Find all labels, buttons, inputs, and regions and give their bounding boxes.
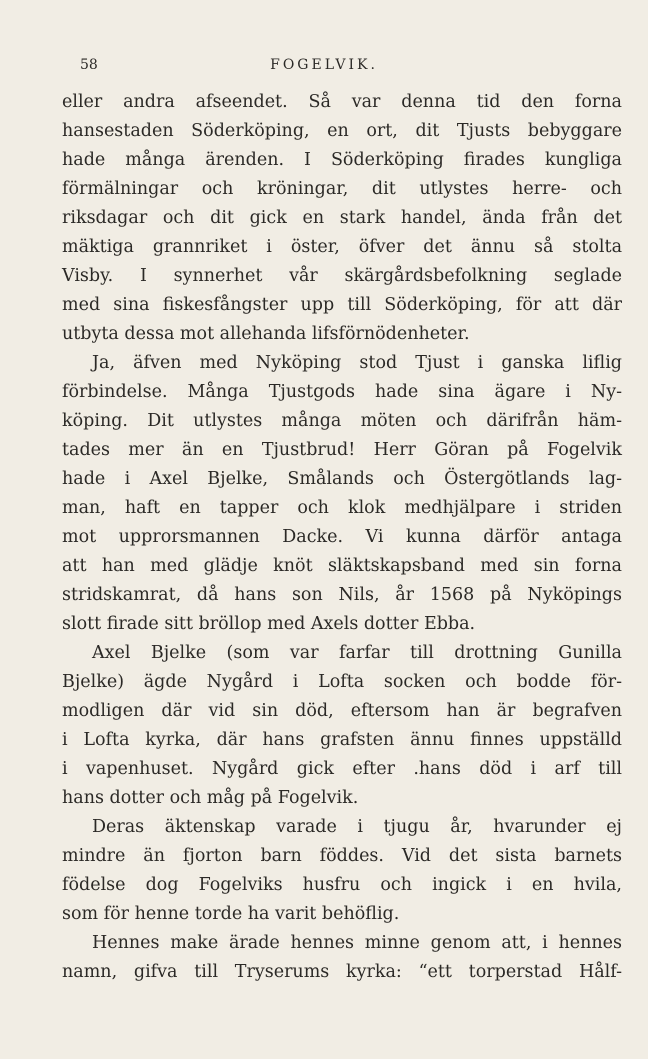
text-line: hade många ärenden. I Söderköping firades kungliga — [62, 150, 622, 170]
text-line: köping. Dit utlystes många möten och därifrån häm- — [62, 411, 622, 431]
text-line: hansestaden Söderköping, en ort, dit Tjusts bebyggare — [62, 121, 622, 141]
page-number: 58 — [80, 57, 98, 73]
text-line: hade i Axel Bjelke, Smålands och Östergötlands lag- — [62, 469, 622, 489]
text-line: tades mer än en Tjustbrud! Herr Göran på Fogelvik — [62, 440, 622, 460]
text-line: man, haft en tapper och klok medhjälpare i striden — [62, 498, 622, 518]
text-line: att han med glädje knöt släktskapsband med sin forna — [62, 556, 622, 576]
text-line: förbindelse. Många Tjustgods hade sina ägare i Ny- — [62, 382, 622, 402]
body-text — [62, 88, 622, 987]
text-line: födelse dog Fogelviks husfru och ingick i en hvila, — [62, 875, 622, 895]
text-line: utbyta dessa mot allehanda lifsförnödenheter. — [62, 324, 470, 344]
text-line: hans dotter och måg på Fogelvik. — [62, 788, 359, 808]
text-line: med sina fiskesfångster upp till Söderköping, för att där — [62, 295, 622, 315]
text-line: eller andra afseendet. Så var denna tid den forna — [62, 92, 622, 112]
text-line: mäktiga grannriket i öster, öfver det ännu så stolta — [62, 237, 622, 257]
running-title: FOGELVIK. — [270, 57, 378, 73]
text-line: i vapenhuset. Nygård gick efter .hans död i arf till — [62, 759, 622, 779]
text-line: stridskamrat, då hans son Nils, år 1568 på Nyköpings — [62, 585, 622, 605]
text-line: i Lofta kyrka, där hans grafsten ännu finnes uppställd — [62, 730, 622, 750]
text-line: förmälningar och kröningar, dit utlystes herre- och — [62, 179, 622, 199]
text-line: Hennes make ärade hennes minne genom att, i hennes — [92, 933, 622, 953]
text-line: riksdagar och dit gick en stark handel, ända från det — [62, 208, 622, 228]
text-line: Ja, äfven med Nyköping stod Tjust i ganska liflig — [92, 353, 622, 373]
text-line: Deras äktenskap varade i tjugu år, hvarunder ej — [92, 817, 622, 837]
text-line: Visby. I synnerhet vår skärgårdsbefolkning seglade — [62, 266, 622, 286]
text-line: slott firade sitt bröllop med Axels dotter Ebba. — [62, 614, 476, 634]
text-line: namn, gifva till Tryserums kyrka: “ett torperstad Hålf- — [62, 962, 622, 982]
text-line: modligen där vid sin död, eftersom han är begrafven — [62, 701, 622, 721]
text-line: Axel Bjelke (som var farfar till drottning Gunilla — [92, 643, 622, 663]
text-line: som för henne torde ha varit behöflig. — [62, 904, 400, 924]
text-line: mot upprorsmannen Dacke. Vi kunna därför antaga — [62, 527, 622, 547]
text-line: mindre än fjorton barn föddes. Vid det sista barnets — [62, 846, 622, 866]
text-line: Bjelke) ägde Nygård i Lofta socken och bodde för- — [62, 672, 622, 692]
